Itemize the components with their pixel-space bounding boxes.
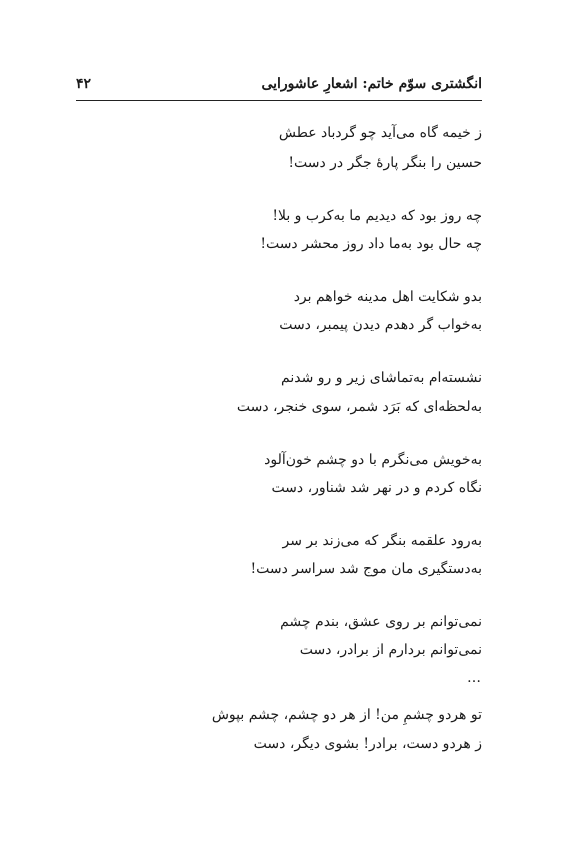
- verse-line: نمی‌توانم بر روی عشق، بندم چشم: [280, 614, 482, 630]
- verse-line: به‌دستگیری مان موج شد سراسر دست!: [250, 561, 482, 577]
- verse-line: تو هردو چشمِ من! از هر دو چشم، چشم بپوش: [211, 707, 482, 723]
- running-title: انگشتری سوّم خاتم: اشعارِ عاشورایی: [261, 76, 482, 92]
- verse-line: نشسته‌ام به‌تماشای زیر و رو شدنم: [281, 370, 482, 386]
- ellipsis: …: [467, 670, 482, 686]
- verse-line: ز خیمه گاه می‌آید چو گردباد عطش: [278, 125, 482, 141]
- verse-line: به‌خواب گر دهدم دیدن پیمبر، دست: [279, 317, 482, 333]
- verse-line: بدو شکایت اهل مدینه خواهم برد: [293, 289, 482, 305]
- verse-line: نمی‌توانم بردارم از برادر، دست: [299, 642, 482, 658]
- verse-line: چه حال بود به‌ما داد روز محشر دست!: [260, 236, 482, 252]
- verse-line: به‌لحظه‌ای که بَرَد شمر، سوی خنجر، دست: [236, 399, 482, 415]
- verse-line: حسین را بنگر پارهٔ جگر در دست!: [288, 155, 482, 171]
- verse-line: نگاه کردم و در نهر شد شناور، دست: [271, 480, 482, 496]
- page-header: [76, 74, 482, 101]
- verse-line: چه روز بود که دیدیم ما به‌کرب و بلا!: [272, 208, 482, 224]
- page-number: ۴۲: [76, 76, 92, 92]
- verse-line: به‌خویش می‌نگرم با دو چشم خون‌آلود: [264, 452, 482, 468]
- verse-line: به‌رود علقمه بنگر که می‌زند بر سر: [282, 533, 482, 549]
- verse-line: ز هردو دست، برادر! بشوی دیگر، دست: [253, 736, 482, 752]
